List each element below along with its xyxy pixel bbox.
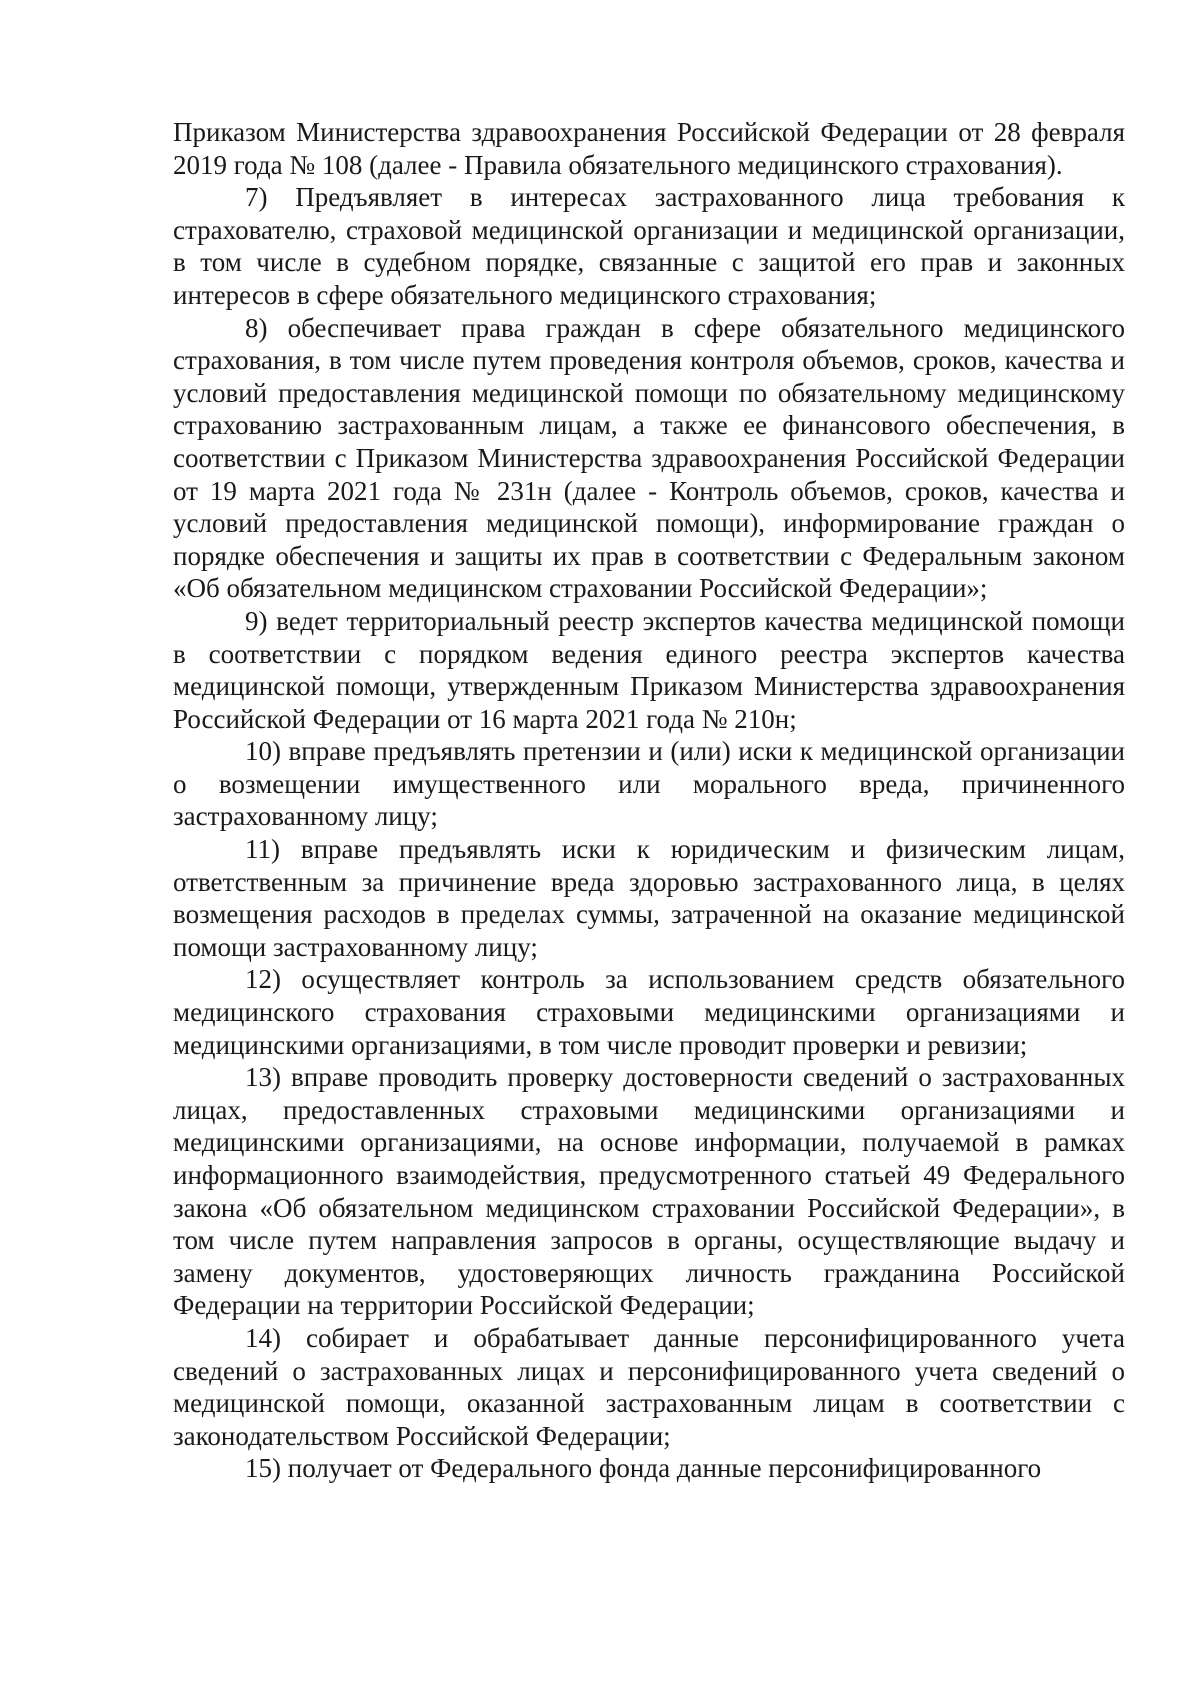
paragraph-item-8: 8) обеспечивает права граждан в сфере обязательного медицинского страхования, в том числе путем проведения контроля объемов, сроков, качества и условий предоставления медицинской помощи по обязательному медицинскому страхованию застрахованным лицам, а также ее финансового обеспечения, в соответствии с Приказом Министерства здравоохранения Российской Федерации от 19 марта 2021 года № 231н (далее - Контроль объемов, сроков, качества и условий предоставления медицинской помощи), информирование граждан о порядке обеспечения и защиты их прав в соответствии с Федеральным законом «Об обязательном медицинском страховании Российской Федерации»; [173,312,1125,604]
document-body [173,116,1125,1485]
paragraph-continuation: Приказом Министерства здравоохранения Российской Федерации от 28 февраля 2019 года № 108 (далее - Правила обязательного медицинского страхования). [173,117,1125,180]
paragraph-item-12: 12) осуществляет контроль за использованием средств обязательного медицинского страхования страховыми медицинскими организациями и медицинскими организациями, в том числе проводит проверки и ревизии; [173,964,1125,1060]
paragraph-item-7: 7) Предъявляет в интересах застрахованного лица требования к страхователю, страховой медицинской организации и медицинской организации, в том числе в судебном порядке, связанные с защитой его прав и законных интересов в сфере обязательного медицинского страхования; [173,182,1125,310]
paragraph-item-11: 11) вправе предъявлять иски к юридическим и физическим лицам, ответственным за причинение вреда здоровью застрахованного лица, в целях возмещения расходов в пределах суммы, затраченной на оказание медицинской помощи застрахованному лицу; [173,834,1125,962]
paragraph-item-9: 9) ведет территориальный реестр экспертов качества медицинской помощи в соответствии с порядком ведения единого реестра экспертов качества медицинской помощи, утвержденным Приказом Министерства здравоохранения Российской Федерации от 16 марта 2021 года № 210н; [173,605,1125,734]
paragraph-item-13: 13) вправе проводить проверку достоверности сведений о застрахованных лицах, предоставленных страховыми медицинскими организациями и медицинскими организациями, на основе информации, получаемой в рамках информационного взаимодействия, предусмотренного статьей 49 Федерального закона «Об обязательном медицинском страховании Российской Федерации», в том числе путем направления запросов в органы, осуществляющие выдачу и замену документов, удостоверяющих личность гражданина Российской Федерации на территории Российской Федерации; [173,1062,1125,1321]
paragraph-item-14: 14) собирает и обрабатывает данные персонифицированного учета сведений о застрахованных лицах и персонифицированного учета сведений о медицинской помощи, оказанной застрахованным лицам в соответствии с законодательством Российской Федерации; [173,1322,1125,1451]
paragraph-item-15: 15) получает от Федерального фонда данные персонифицированного [245,1453,1042,1484]
paragraph-item-10: 10) вправе предъявлять претензии и (или) иски к медицинской организации о возмещении имущественного или морального вреда, причиненного застрахованному лицу; [173,736,1125,832]
